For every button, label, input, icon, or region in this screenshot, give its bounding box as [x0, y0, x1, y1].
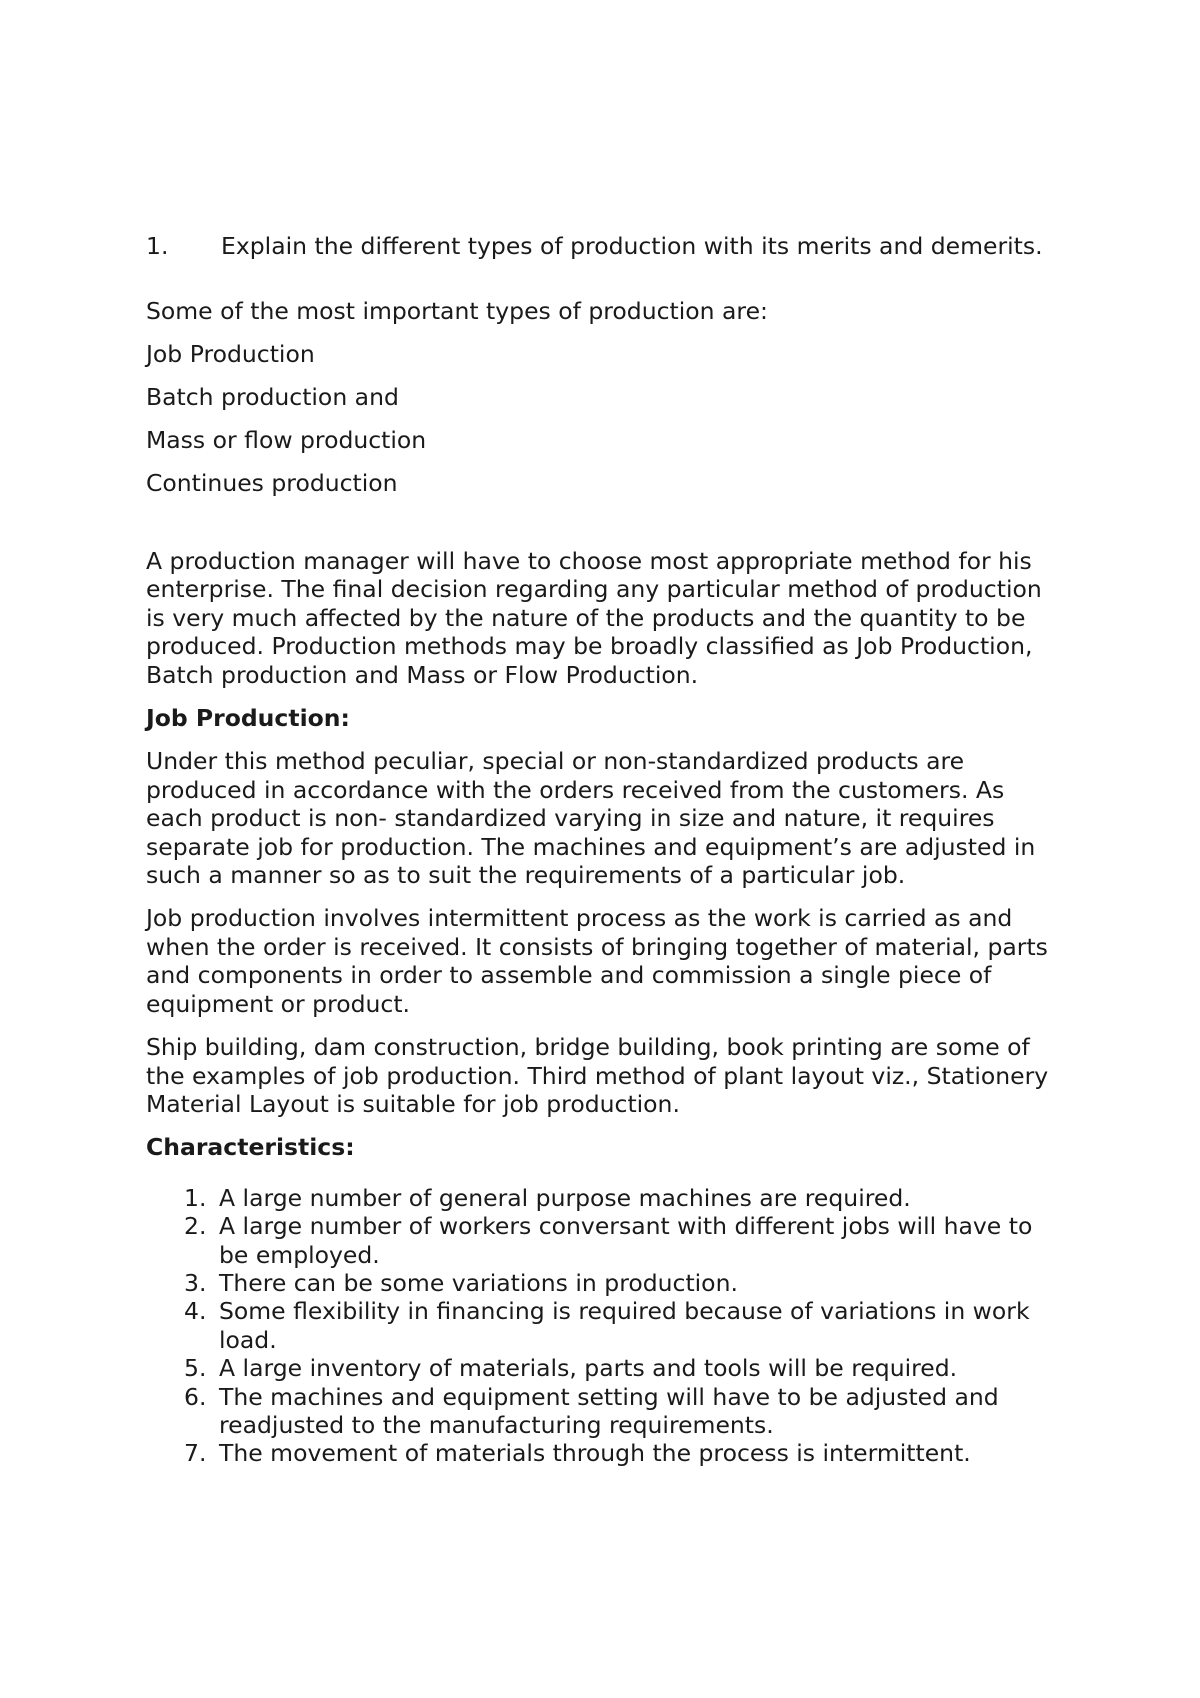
list-item-number: 7. [184, 1439, 207, 1468]
list-item-text: A large inventory of materials, parts and tools will be required. [219, 1354, 958, 1383]
characteristics-list [146, 1184, 1062, 1468]
list-item-number: 2. [184, 1212, 207, 1241]
question-text: Explain the different types of production with its merits and demerits. [221, 232, 1043, 260]
question-number: 1. [146, 232, 169, 260]
type-item: Batch production and [146, 383, 399, 411]
production-types-list [146, 290, 1062, 505]
list-item-text: The machines and equipment setting will have to be adjusted and readjusted to the manufacturing requirements. [219, 1382, 999, 1439]
list-item [146, 1383, 1062, 1440]
document-page [146, 224, 1062, 1468]
job-production-paragraph: Under this method peculiar, special or non-standardized products are produced in accordance with the orders received from the customers. As each product is non- standardized varying in size and nature, it requires separate job for production. The machines and equipment’s are adjusted in such a manner so as to suit the requirements of a particular job. [146, 747, 1036, 890]
list-item-number: 3. [184, 1268, 207, 1297]
list-item-text: A large number of workers conversant with different jobs will have to be employed. [219, 1212, 1033, 1269]
list-item [146, 1297, 1062, 1354]
list-item [146, 1269, 1062, 1297]
type-item: Job Production [146, 340, 315, 368]
list-item-text: Some flexibility in financing is required because of variations in work load. [219, 1297, 1030, 1354]
characteristics-heading: Characteristics: [146, 1133, 355, 1162]
list-item-number: 4. [184, 1297, 207, 1326]
list-item [146, 1212, 1062, 1269]
characteristics-list-wrapper [146, 1184, 1062, 1468]
paragraph-production-manager: A production manager will have to choose most appropriate method for his enterprise. The final decision regarding any particular method of production is very much affected by the nature of the products and the quantity to be produced. Production methods may be broadly classified as Job Production, Batch production and Mass or Flow Production. [146, 547, 1042, 689]
list-item [146, 1184, 1062, 1212]
list-item-text: A large number of general purpose machines are required. [219, 1183, 911, 1212]
list-item-number: 6. [184, 1382, 207, 1411]
type-item: Mass or flow production [146, 426, 427, 454]
question-heading [146, 224, 1062, 268]
list-item-text: The movement of materials through the process is intermittent. [219, 1439, 971, 1468]
list-item-number: 5. [184, 1354, 207, 1383]
types-intro: Some of the most important types of production are: [146, 297, 768, 325]
list-item [146, 1354, 1062, 1382]
list-item [146, 1439, 1062, 1467]
type-item: Continues production [146, 469, 398, 497]
list-item-text: There can be some variations in production. [219, 1268, 738, 1297]
job-production-heading: Job Production: [146, 704, 350, 733]
job-production-paragraph: Job production involves intermittent process as the work is carried as and when the order is received. It consists of bringing together of material, parts and components in order to assemble and commission a single piece of equipment or product. [146, 904, 1048, 1018]
list-item-number: 1. [184, 1183, 207, 1212]
job-production-paragraph: Ship building, dam construction, bridge building, book printing are some of the examples of job production. Third method of plant layout viz., Stationery Material Layout is suitable for job production. [146, 1033, 1049, 1118]
